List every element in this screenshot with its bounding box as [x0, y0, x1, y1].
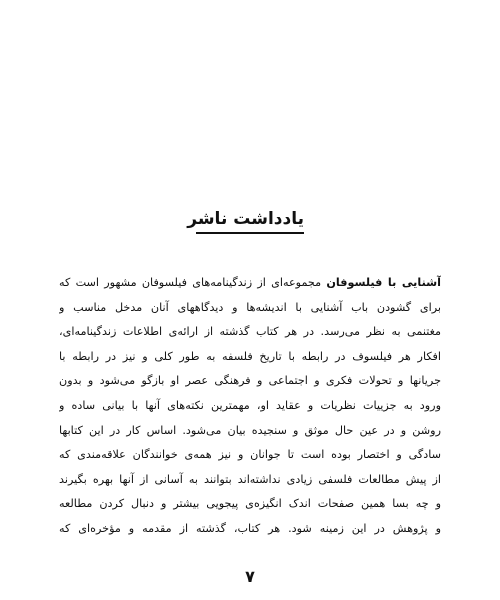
paragraph-line-5: جریانها و تحولات فکری و اجتماعی و فرهنگی عصر او بازگو می‌شود و بدون: [59, 374, 441, 388]
heading-underline: [196, 232, 304, 234]
section-heading: یادداشت ناشر: [187, 209, 304, 229]
paragraph-line-9: از پیش مطالعات فلسفی زیادی نداشته‌اند بتوانند به آسانی از آنها بهره بگیرند: [59, 472, 441, 486]
paragraph-line-1: [59, 271, 441, 296]
body-paragraph: [59, 271, 441, 542]
paragraph-line-2: برای گشودن باب آشنایی با اندیشه‌ها و دیدگاههای آنان مدخل مناسب و: [59, 300, 441, 314]
paragraph-line-7: روشن و در عین حال موثق و سنجیده بیان می‌شود. اساس کار در این کتابها: [59, 423, 441, 437]
page-number: ۷: [245, 567, 255, 586]
paragraph-line-6: ورود به جزییات نظریات و عقاید او، مهمترین نکته‌های آنها با بیانی ساده و: [59, 398, 441, 412]
paragraph-line-8: سادگی و اختصار بوده است تا جوانان و نیز همه‌ی خوانندگان علاقه‌مندی که: [59, 448, 441, 462]
paragraph-line-11: و پژوهش در این زمینه شود. هر کتاب، گذشته از مقدمه و مؤخره‌ای که: [59, 521, 441, 535]
book-series-title: آشنایی با فیلسوفان: [326, 276, 441, 289]
paragraph-line-4: افکار هر فیلسوف در رابطه با تاریخ فلسفه به طور کلی و نیز در رابطه با: [59, 349, 441, 363]
paragraph-line-3: مغتنمی به نظر می‌رسد. در هر کتاب گذشته از ارائه‌ی اطلاعات زندگینامه‌ای،: [59, 325, 441, 339]
paragraph-line-1-rest: مجموعه‌ای از زندگینامه‌های فیلسوفان مشهور است که: [59, 276, 327, 289]
paragraph-line-10: و چه بسا همین صفحات اندک انگیزه‌ی پیجویی بیشتر و دنبال کردن مطالعه: [59, 497, 441, 511]
